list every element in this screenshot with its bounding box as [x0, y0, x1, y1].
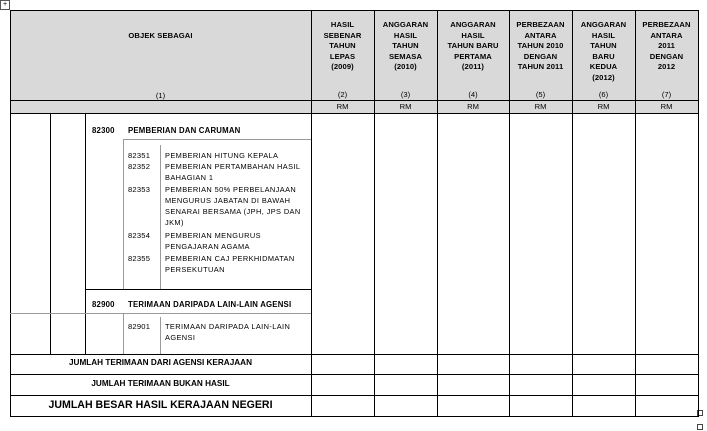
column-number: (2): [337, 90, 348, 99]
item-description: PEMBERIAN HITUNG KEPALA: [165, 151, 279, 160]
column-number: (6): [598, 90, 609, 99]
unit-label: RM: [534, 102, 547, 111]
item-description: PEMBERIAN PERTAMBAHAN HASIL BAHAGIAN 1: [165, 162, 301, 182]
item-description: PEMBERIAN CAJ PERKHIDMATAN PERSEKUTUAN: [165, 254, 295, 274]
item-description: PEMBERIAN MENGURUS PENGAJARAN AGAMA: [165, 231, 261, 251]
column-divider: [123, 313, 124, 354]
unit-label: RM: [660, 102, 673, 111]
group-code: 82300: [92, 126, 115, 135]
total-bukan-hasil-label: JUMLAH TERIMAAN BUKAN HASIL: [91, 379, 230, 388]
item-code: 82351: [128, 151, 151, 160]
group-code: 82900: [92, 300, 115, 309]
column-header: HASIL SEBENAR TAHUN LEPAS (2009): [323, 20, 362, 72]
column-divider: [160, 145, 161, 289]
column-divider: [50, 113, 51, 354]
column-header: ANGGARAN HASIL TAHUN BARU PERTAMA (2011): [447, 20, 499, 72]
group-title: PEMBERIAN DAN CARUMAN: [128, 126, 241, 135]
header-divider: [10, 113, 699, 114]
item-description: PEMBERIAN 50% PERBELANJAAN MENGURUS JABATAN DI BAWAH SENARAI BERSAMA (JPH, JPS DAN JKM): [165, 185, 301, 227]
item-code: 82353: [128, 185, 151, 194]
unit-label: RM: [597, 102, 610, 111]
table-border: [698, 10, 699, 417]
grand-total-label: JUMLAH BESAR HASIL KERAJAAN NEGERI: [48, 399, 273, 411]
item-code: 82354: [128, 231, 151, 240]
resize-handle-icon[interactable]: [697, 424, 703, 430]
column-number: (5): [535, 90, 546, 99]
row-divider: [10, 354, 699, 355]
move-handle-icon[interactable]: +: [0, 0, 10, 10]
item-code: 82901: [128, 322, 151, 331]
row-divider: [10, 374, 699, 375]
column-divider: [160, 317, 161, 354]
unit-label: RM: [336, 102, 349, 111]
row-divider: [85, 289, 311, 290]
column-divider: [123, 139, 124, 289]
column-header: PERBEZAAN ANTARA TAHUN 2010 DENGAN TAHUN 2011: [516, 20, 565, 72]
unit-label: RM: [399, 102, 412, 111]
row-divider: [10, 313, 311, 314]
column-number: (7): [661, 90, 672, 99]
item-description: TERIMAAN DARIPADA LAIN-LAIN AGENSI: [165, 322, 291, 342]
group-title: TERIMAAN DARIPADA LAIN-LAIN AGENSI: [128, 300, 292, 309]
column-header: PERBEZAAN ANTARA 2011 DENGAN 2012: [642, 20, 691, 72]
item-code: 82352: [128, 162, 151, 171]
column-number: (4): [468, 90, 478, 99]
table-border: [10, 10, 11, 417]
objek-header: OBJEK SEBAGAI: [128, 31, 193, 40]
column-number: (3): [400, 90, 411, 99]
table-border: [10, 416, 699, 417]
column-header: ANGGARAN HASIL TAHUN SEMASA (2010): [382, 20, 429, 72]
item-code: 82355: [128, 254, 151, 263]
unit-label: RM: [467, 102, 479, 111]
column-header: ANGGARAN HASIL TAHUN BARU KEDUA (2012): [580, 20, 627, 82]
row-divider: [10, 395, 699, 396]
column-divider: [85, 113, 86, 354]
total-agensi-label: JUMLAH TERIMAAN DARI AGENSI KERAJAAN: [68, 358, 252, 367]
row-divider: [123, 139, 311, 140]
column-number: (1): [155, 91, 166, 100]
table-border: [10, 10, 699, 11]
